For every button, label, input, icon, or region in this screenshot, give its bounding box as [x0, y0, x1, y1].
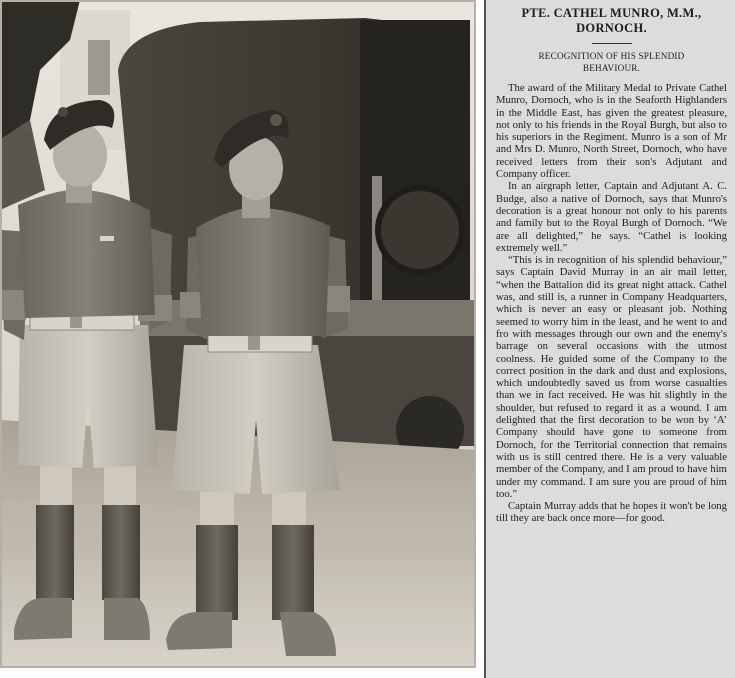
article-paragraph: Captain Murray adds that he hopes it won't be long till they are back once more—for good. — [496, 500, 727, 525]
article-body — [496, 82, 727, 525]
headline-line-1: PTE. CATHEL MUNRO, M.M., — [521, 6, 702, 20]
article-paragraph: “This is in recognition of his splendid behaviour,” says Captain David Murray in an air mail letter, “when the Battalion did its great night attack. Cathel was, and still is, a runner in Company Headquarters, which is never an easy or pleasant job. Nothing seemed to worry him in the least, and he went to and fro with messages through our own and the enemy's barrage on several occasions with the utmost coolness. He guided some of the Company to the correct position in the dark and dust and explosions, which undoubtedly saved us from worse casualties than we in fact received. He was hit slightly in the shoulder, but refused to regard it as a wound. I am delighted that the first decoration to be won by ‘A’ Company should have gone to someone from Dornoch, for the Territorial connection that remains with us is still centred there. He is a very valuable member of the Company, and I am proud to have him under my command. I am sure you are proud of him too.” — [496, 254, 727, 500]
newspaper-clipping — [484, 0, 735, 678]
article-paragraph: In an airgraph letter, Captain and Adjutant A. C. Budge, also a native of Dornoch, says that Munro's decoration is a great honour not only to his parents and family but to the Royal Burgh of Dornoch. “We are all delighted,” he says. “Cathel is looking extremely well.” — [496, 180, 727, 254]
headline — [496, 6, 727, 36]
subheadline — [496, 50, 727, 74]
subhead-line-1: RECOGNITION OF HIS SPLENDID — [538, 51, 685, 61]
subhead-line-2: BEHAVIOUR. — [582, 63, 641, 73]
headline-line-2: DORNOCH. — [576, 21, 647, 35]
article-paragraph: The award of the Military Medal to Private Cathel Munro, Dornoch, who is in the Seaforth Highlanders in the Middle East, has given the greatest pleasure, not only to his friends in the Royal Burgh, but also to his superiors in the Regiment. Munro is a son of Mr and Mrs D. Munro, North Street, Dornoch, who have received letters from their son's Adjutant and Company officer. — [496, 82, 727, 181]
divider-rule — [592, 43, 632, 44]
